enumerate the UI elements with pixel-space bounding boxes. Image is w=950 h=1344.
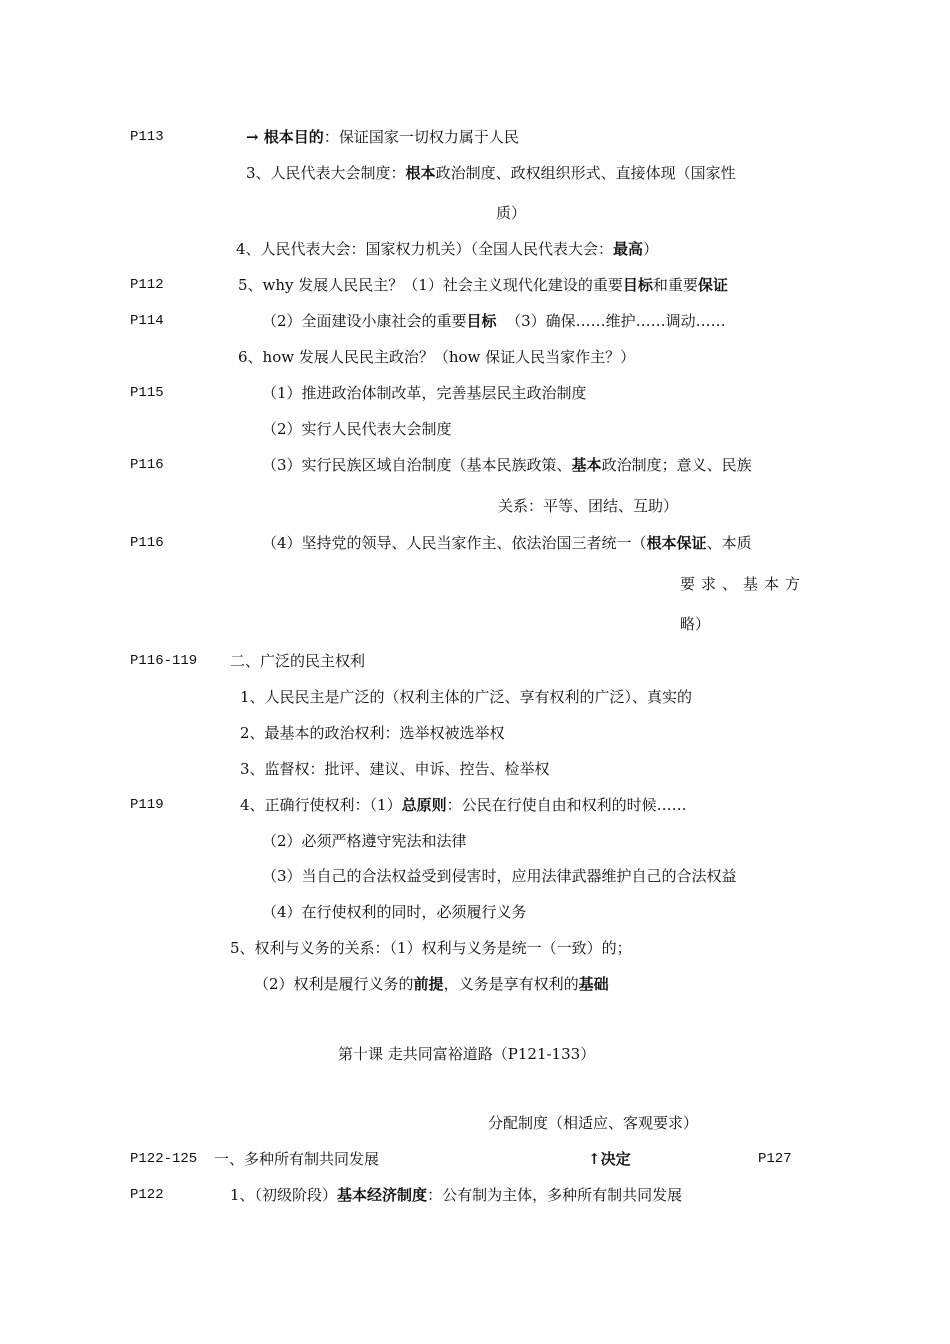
text-line: 略） bbox=[680, 615, 711, 633]
page-ref: P113 bbox=[130, 129, 164, 145]
line-text: ） bbox=[643, 240, 659, 258]
line-text: 和重要 bbox=[652, 276, 698, 294]
line-text: （2）全面建设小康社会的重要 bbox=[262, 312, 467, 330]
text-line: 1、人民民主是广泛的（权利主体的广泛、享有权利的广泛）、真实的 bbox=[240, 688, 693, 706]
text-line bbox=[254, 974, 609, 994]
line-text: 政治制度、政权组织形式、直接体现（国家性 bbox=[435, 164, 736, 182]
bold-term: 基础 bbox=[578, 975, 609, 993]
section-heading: 一、多种所有制共同发展 bbox=[214, 1150, 380, 1168]
text-line: 2、最基本的政治权利：选举权被选举权 bbox=[240, 724, 505, 742]
text-line: （2）必须严格遵守宪法和法律 bbox=[262, 832, 467, 850]
line-text: 政治制度；意义、民族 bbox=[601, 456, 752, 474]
arrow-icon: → bbox=[246, 128, 264, 146]
bold-term: 基本经济制度 bbox=[337, 1186, 428, 1204]
bold-term: 目标 bbox=[466, 312, 497, 330]
bold-term: 基本 bbox=[571, 456, 602, 474]
bold-term: 根本目的 bbox=[263, 128, 324, 146]
text-line: 5、权利与义务的关系：（1）权利与义务是统一（一致）的； bbox=[230, 939, 632, 957]
line-text: 4、人民代表大会：国家权力机关）（全国人民代表大会： bbox=[236, 240, 614, 258]
decides-label bbox=[588, 1149, 631, 1169]
bold-term: 前提 bbox=[413, 975, 444, 993]
page-ref: P116 bbox=[130, 457, 164, 473]
section-heading: 二、广泛的民主权利 bbox=[230, 652, 366, 670]
text-line: 分配制度（相适应、客观要求） bbox=[488, 1114, 699, 1132]
line-text: ：公民在行使自由和权利的时候…… bbox=[446, 796, 687, 814]
text-line: 6、how 发展人民民主政治？（how 保证人民当家作主？） bbox=[238, 348, 636, 366]
bold-term: 决定 bbox=[600, 1150, 631, 1168]
bold-term: 总原则 bbox=[401, 796, 447, 814]
text-line bbox=[246, 127, 519, 147]
lesson-title: 第十课 走共同富裕道路（P121-133） bbox=[338, 1045, 596, 1063]
bold-term: 根本 bbox=[405, 164, 436, 182]
text-line: （2）实行人民代表大会制度 bbox=[262, 420, 452, 438]
text-line: 质） bbox=[496, 204, 527, 222]
text-line bbox=[238, 275, 728, 295]
text-line bbox=[262, 533, 752, 553]
text-line: 要求、基本方 bbox=[680, 575, 807, 593]
line-text: ：保证国家一切权力属于人民 bbox=[323, 128, 519, 146]
line-text: （3）实行民族区域自治制度（基本民族政策、 bbox=[262, 456, 572, 474]
text-line: （4）在行使权利的同时，必须履行义务 bbox=[262, 903, 527, 921]
text-line bbox=[246, 163, 736, 183]
up-arrow-icon: ↑ bbox=[588, 1150, 601, 1168]
page-ref: P122 bbox=[130, 1187, 164, 1203]
page-ref: P116 bbox=[130, 535, 164, 551]
text-line: 3、监督权：批评、建议、申诉、控告、检举权 bbox=[240, 760, 550, 778]
bold-term: 根本保证 bbox=[646, 534, 707, 552]
line-text: （3）确保……维护……调动…… bbox=[506, 312, 726, 330]
text-line bbox=[240, 795, 687, 815]
text-line: 关系：平等、团结、互助） bbox=[498, 497, 679, 515]
text-line bbox=[236, 239, 658, 259]
text-line bbox=[262, 311, 726, 331]
line-text: 5、why 发展人民民主？（1）社会主义现代化建设的重要 bbox=[238, 276, 623, 294]
page-ref: P119 bbox=[130, 797, 164, 813]
line-text: ：公有制为主体，多种所有制共同发展 bbox=[427, 1186, 683, 1204]
line-text: 3、人民代表大会制度： bbox=[246, 164, 406, 182]
page-ref: P112 bbox=[130, 277, 164, 293]
page-ref: P114 bbox=[130, 313, 164, 329]
page-ref: P116-119 bbox=[130, 653, 198, 669]
bold-term: 最高 bbox=[613, 240, 644, 258]
line-text: ，义务是享有权利的 bbox=[443, 975, 579, 993]
text-line bbox=[262, 455, 752, 475]
bold-term: 目标 bbox=[622, 276, 653, 294]
line-text: （2）权利是履行义务的 bbox=[254, 975, 414, 993]
line-text: 4、正确行使权利：（1） bbox=[240, 796, 402, 814]
bold-term: 保证 bbox=[697, 276, 728, 294]
page-ref: P122-125 bbox=[130, 1151, 198, 1167]
line-text: （4）坚持党的领导、人民当家作主、依法治国三者统一（ bbox=[262, 534, 647, 552]
text-line: （3）当自己的合法权益受到侵害时，应用法律武器维护自己的合法权益 bbox=[262, 867, 737, 885]
text-line bbox=[230, 1185, 682, 1205]
text-line: （1）推进政治体制改革，完善基层民主政治制度 bbox=[262, 384, 587, 402]
page-ref: P115 bbox=[130, 385, 164, 401]
page-ref: P127 bbox=[758, 1151, 792, 1167]
line-text: 、本质 bbox=[706, 534, 752, 552]
line-text: 1、（初级阶段） bbox=[230, 1186, 338, 1204]
